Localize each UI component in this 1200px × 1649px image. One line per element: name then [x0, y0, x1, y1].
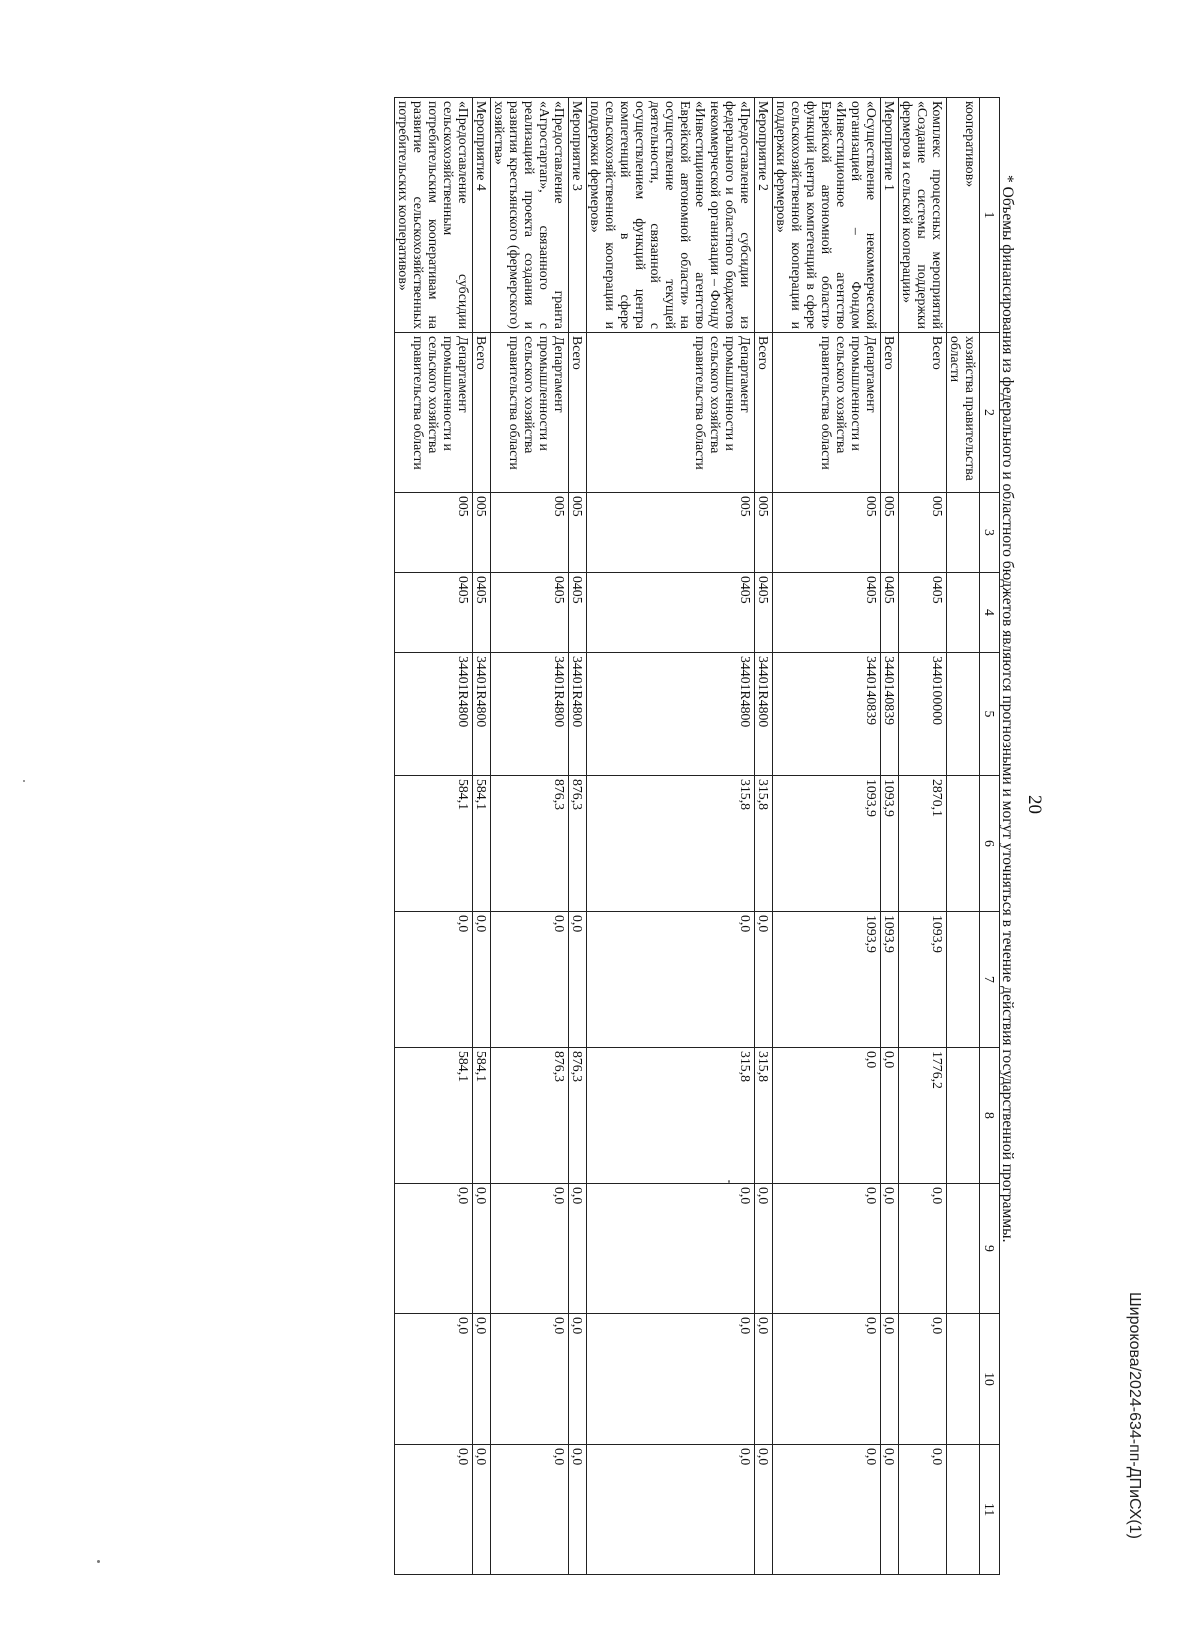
table-cell: 0,0 [755, 912, 773, 1048]
column-number: 8 [980, 1048, 1000, 1184]
table-cell: хозяйства правительства области [947, 333, 980, 493]
table-cell: 0,0 [395, 1184, 473, 1314]
table-cell: 34401R4800 [587, 653, 755, 776]
table-cell: 1093,9 [773, 776, 881, 912]
table-cell: 315,8 [755, 1048, 773, 1184]
table-cell: 005 [755, 493, 773, 573]
table-cell [947, 1314, 980, 1445]
table-row [773, 98, 881, 1575]
table-cell: 0405 [569, 573, 587, 653]
table-cell: 0,0 [773, 1048, 881, 1184]
column-number: 10 [980, 1314, 1000, 1445]
table-cell: 34401R4800 [569, 653, 587, 776]
table-cell: 0,0 [395, 1314, 473, 1445]
table-cell: 0,0 [473, 1445, 491, 1575]
table-cell: 0,0 [491, 1314, 569, 1445]
table-cell: 34401R4800 [473, 653, 491, 776]
table-cell: 0,0 [881, 1048, 899, 1184]
column-number: 2 [980, 333, 1000, 493]
table-cell: 005 [899, 493, 947, 573]
table-cell: 584,1 [473, 1048, 491, 1184]
table-cell: 0,0 [395, 912, 473, 1048]
page-number: 20 [1024, 795, 1045, 814]
table-row [881, 98, 899, 1575]
table-cell: Всего [569, 333, 587, 493]
scan-speck [23, 780, 25, 782]
table-cell: 0,0 [755, 1314, 773, 1445]
table-cell: Всего [899, 333, 947, 493]
table-row [395, 98, 473, 1575]
table-cell: 0,0 [395, 1445, 473, 1575]
table-cell: Департамент промышленности и сельского хозяйства правительства области [587, 333, 755, 493]
table-cell: 876,3 [491, 776, 569, 912]
table-cell: 005 [881, 493, 899, 573]
table-cell: Мероприятие 1 [881, 98, 899, 333]
column-number-row [980, 98, 1000, 1575]
table-cell: «Предоставление субсидии из федерального и областного бюджетов некоммерческой организации – Фонду «Инвестиционное агентство Еврейской автономной области» на осуществление текущей деятельности, связанной с осуществлением функций центра компетенций в сфере сельскохозяйственной кооперации и поддержки фермеров» [587, 98, 755, 333]
table-cell [947, 493, 980, 573]
table-cell [947, 1048, 980, 1184]
table-cell: 3440140839 [773, 653, 881, 776]
table-cell: 0,0 [491, 912, 569, 1048]
table-cell: 0,0 [473, 1314, 491, 1445]
table-cell: 0,0 [491, 1184, 569, 1314]
table-cell: 0,0 [773, 1184, 881, 1314]
column-number: 5 [980, 653, 1000, 776]
table-cell: 584,1 [395, 1048, 473, 1184]
table-cell: 0,0 [773, 1314, 881, 1445]
table-cell: 34401R4800 [491, 653, 569, 776]
table-cell: 34401R4800 [395, 653, 473, 776]
table-row [473, 98, 491, 1575]
table-cell: 0405 [491, 573, 569, 653]
column-number: 3 [980, 493, 1000, 573]
table-cell: 1093,9 [773, 912, 881, 1048]
table-cell: Мероприятие 4 [473, 98, 491, 333]
table-cell [947, 573, 980, 653]
column-number: 6 [980, 776, 1000, 912]
table-cell: 005 [473, 493, 491, 573]
table-cell: 0,0 [755, 1184, 773, 1314]
table-cell: 34401R4800 [755, 653, 773, 776]
table-row [587, 98, 755, 1575]
table-cell: 005 [491, 493, 569, 573]
table-cell: 0405 [881, 573, 899, 653]
column-number: 1 [980, 98, 1000, 333]
column-number: 9 [980, 1184, 1000, 1314]
table-cell: Всего [881, 333, 899, 493]
table-cell: 0405 [587, 573, 755, 653]
table-cell [947, 653, 980, 776]
table-cell: 0,0 [899, 1184, 947, 1314]
table-cell: 0,0 [587, 1184, 755, 1314]
table-cell: «Предоставление субсидии сельскохозяйственным потребительским кооперативам на развитие сельскохозяйственных потребительских кооперативов» [395, 98, 473, 333]
table-row [569, 98, 587, 1575]
column-number: 11 [980, 1445, 1000, 1575]
table-cell: Департамент промышленности и сельского хозяйства правительства области [395, 333, 473, 493]
table-cell: 0405 [473, 573, 491, 653]
table-row [491, 98, 569, 1575]
column-number: 4 [980, 573, 1000, 653]
table-cell: 1776,2 [899, 1048, 947, 1184]
table-cell: 0,0 [569, 1445, 587, 1575]
table-cell: 1093,9 [881, 776, 899, 912]
table-cell: 2870,1 [899, 776, 947, 912]
table-cell: 0,0 [587, 1314, 755, 1445]
table-cell: «Предоставление гранта «Агростартап», связанного с реализацией проекта создания и развития крестьянского (фермерского) хозяйства» [491, 98, 569, 333]
table-cell: 315,8 [587, 1048, 755, 1184]
table-cell: 0,0 [881, 1314, 899, 1445]
table-cell [947, 1184, 980, 1314]
table-cell: 3440100000 [899, 653, 947, 776]
table-cell: 0,0 [899, 1314, 947, 1445]
table-cell: «Осуществление некоммерческой организацией – Фондом «Инвестиционное агентство Еврейской автономной области» функций центра компетенций в сфере сельскохозяйственной кооперации и поддержки фермеров» [773, 98, 881, 333]
table-cell: 005 [569, 493, 587, 573]
table-cell: 0405 [899, 573, 947, 653]
table-cell: 0,0 [569, 1184, 587, 1314]
scan-speck [97, 1560, 100, 1563]
table-cell: 0,0 [755, 1445, 773, 1575]
table-cell: Комплекс процессных мероприятий «Создание системы поддержки фермеров и сельской кооперации» [899, 98, 947, 333]
table-cell: Мероприятие 3 [569, 98, 587, 333]
table-cell: Департамент промышленности и сельского хозяйства правительства области [491, 333, 569, 493]
table-cell: 0,0 [881, 1445, 899, 1575]
table-cell: 0,0 [899, 1445, 947, 1575]
table-cell: 0,0 [587, 912, 755, 1048]
table-cell: 876,3 [569, 1048, 587, 1184]
table-cell: 0,0 [569, 1314, 587, 1445]
table-cell: 005 [773, 493, 881, 573]
table-cell: 876,3 [569, 776, 587, 912]
table-cell [947, 1445, 980, 1575]
scan-speck [728, 1180, 730, 1183]
table-cell: 0405 [773, 573, 881, 653]
table-cell: 0,0 [569, 912, 587, 1048]
document-reference: Широкова/2024-634-пп-ДПиСХ(1) [1126, 1292, 1143, 1539]
table-cell: 0,0 [773, 1445, 881, 1575]
table-cell: 0,0 [587, 1445, 755, 1575]
table-cell: 1093,9 [899, 912, 947, 1048]
table-cell: 0,0 [491, 1445, 569, 1575]
table-cell [947, 912, 980, 1048]
column-number: 7 [980, 912, 1000, 1048]
table-cell: 876,3 [491, 1048, 569, 1184]
table-cell: 1093,9 [881, 912, 899, 1048]
table-cell: 315,8 [587, 776, 755, 912]
table-cell: Департамент промышленности и сельского хозяйства правительства области [773, 333, 881, 493]
footnote: * Объемы финансирования из федерального и областного бюджетов являются прогнозными и могут уточняться в течение действия государственной программы. [999, 175, 1016, 1243]
table-cell: 0,0 [473, 1184, 491, 1314]
table-cell: 315,8 [755, 776, 773, 912]
table-body [395, 98, 1000, 1575]
table-cell: 0,0 [881, 1184, 899, 1314]
table-cell: Всего [473, 333, 491, 493]
table-cell [947, 776, 980, 912]
table-cell: кооперативов» [947, 98, 980, 333]
table-cell: 3440140839 [881, 653, 899, 776]
table-cell: 0,0 [473, 912, 491, 1048]
table-row [947, 98, 980, 1575]
table-cell: 584,1 [473, 776, 491, 912]
table-cell: 584,1 [395, 776, 473, 912]
table-cell: Всего [755, 333, 773, 493]
table-cell: Мероприятие 2 [755, 98, 773, 333]
table-cell: 0405 [395, 573, 473, 653]
table-row [899, 98, 947, 1575]
budget-table [394, 97, 1000, 1575]
table-cell: 0405 [755, 573, 773, 653]
table-cell: 005 [587, 493, 755, 573]
table-cell: 005 [395, 493, 473, 573]
table-row [755, 98, 773, 1575]
